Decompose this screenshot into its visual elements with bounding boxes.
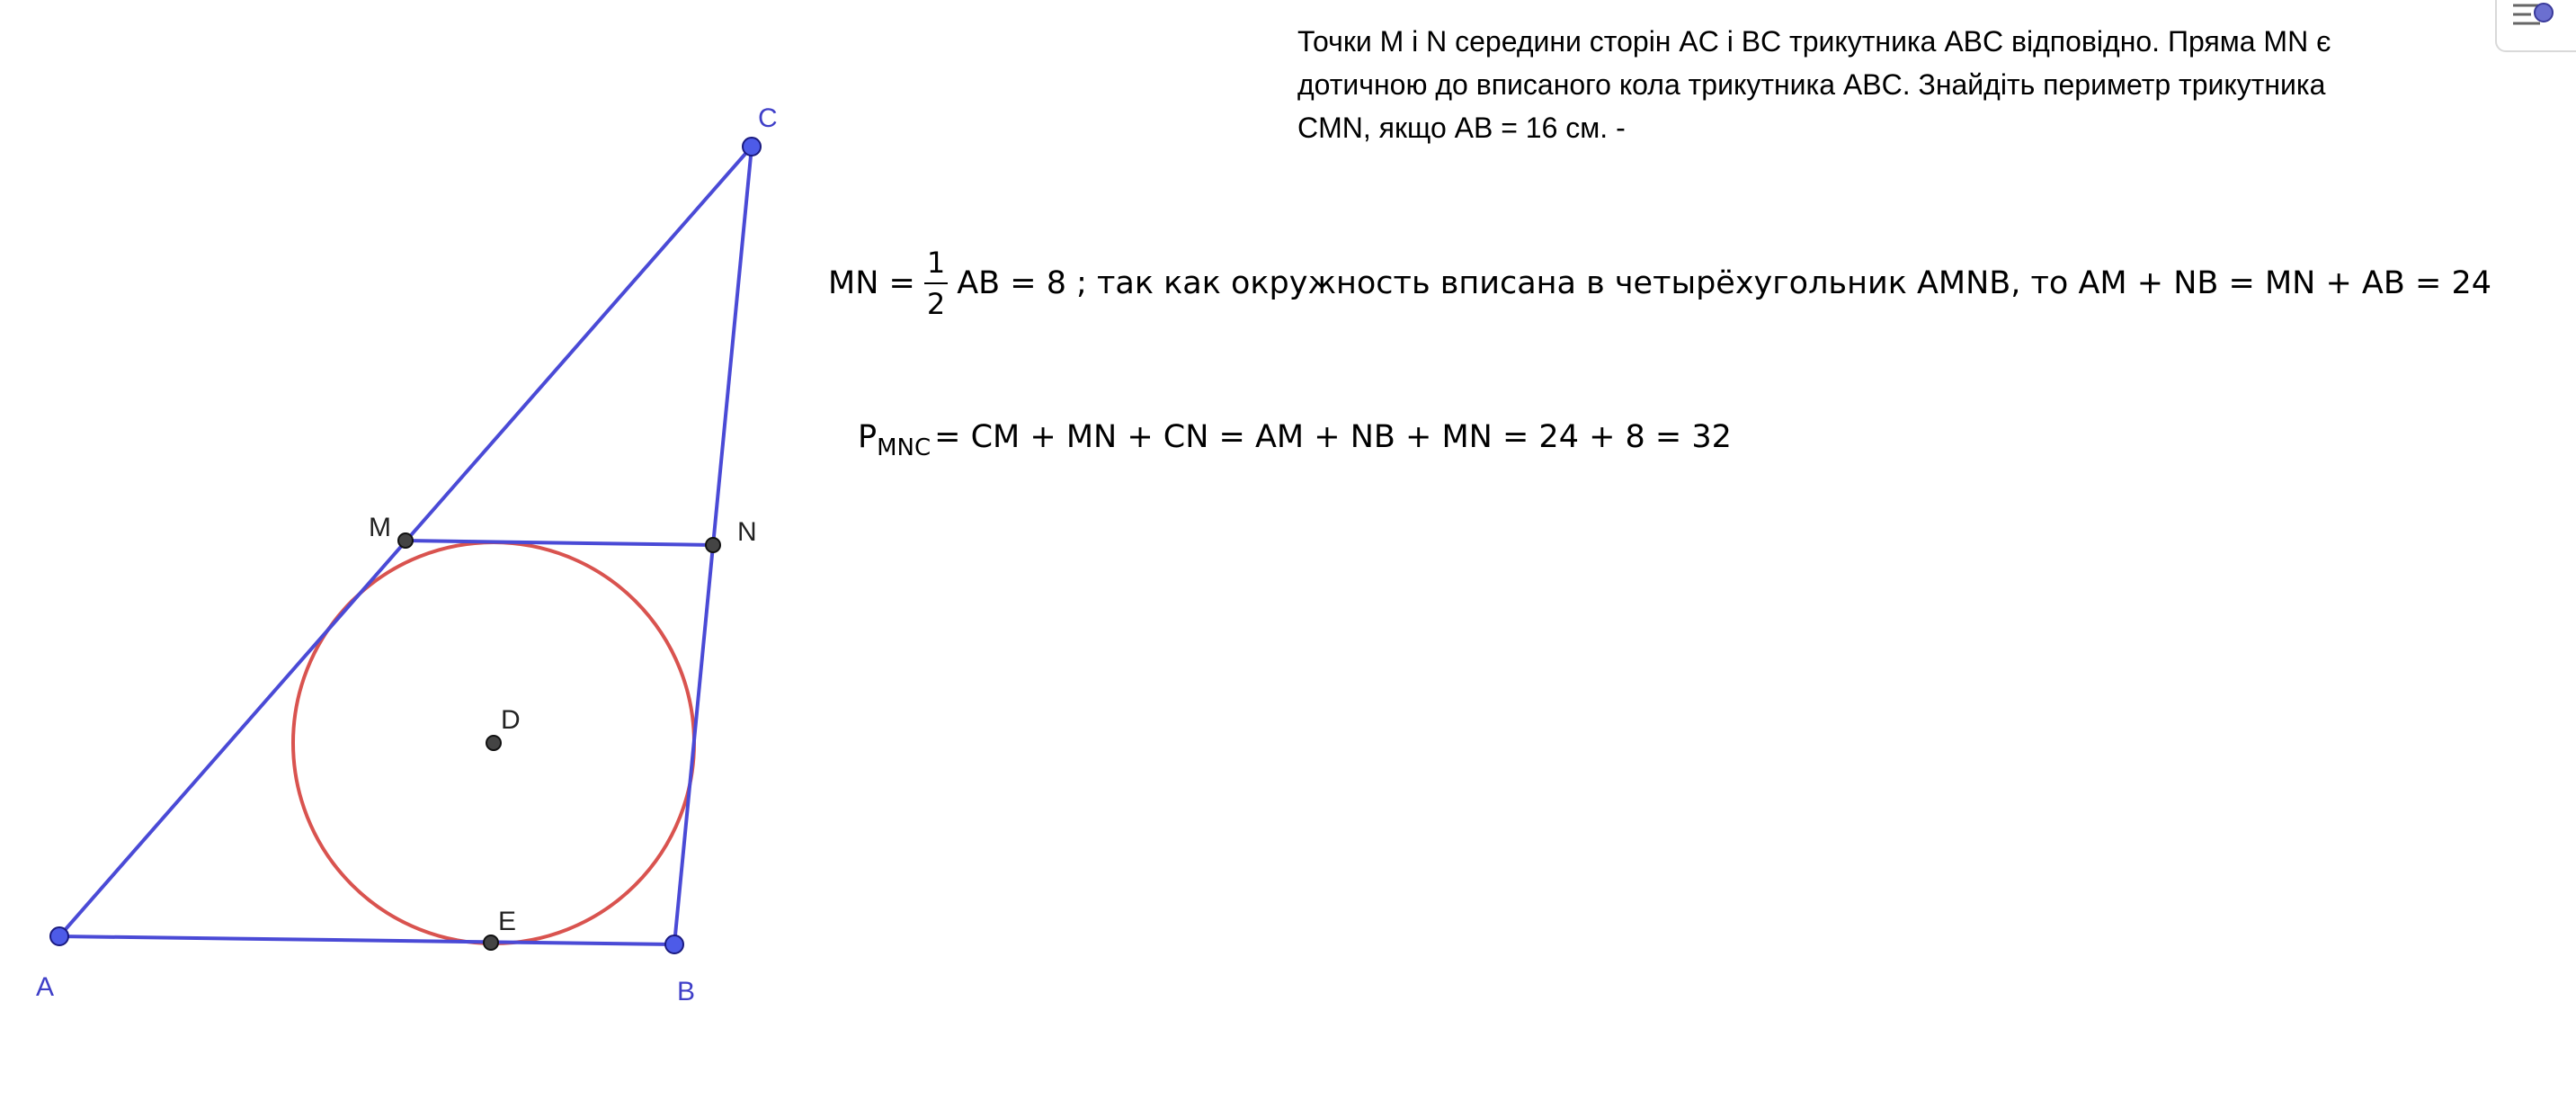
formula-mn[interactable] [828, 243, 2491, 324]
problem-statement [1297, 20, 2466, 149]
label-a: A [36, 972, 55, 1002]
problem-line: дотичною до вписаного кола трикутника ABC. Знайдіть периметр трикутника [1297, 68, 2326, 101]
segment-ab[interactable] [59, 936, 674, 944]
point-n[interactable] [706, 538, 720, 552]
formula-perimeter-rest: = CM + MN + CN = AM + NB + MN = 24 + 8 = 32 [934, 419, 1732, 455]
point-b[interactable] [665, 935, 683, 953]
formula-perimeter[interactable] [858, 412, 1732, 462]
fraction-one-half [924, 246, 948, 320]
point-d[interactable] [486, 736, 501, 750]
problem-line: CMN, якщо AB = 16 см. - [1297, 112, 1626, 144]
style-bar-toggle-icon [2509, 0, 2563, 36]
point-c[interactable] [743, 138, 761, 156]
formula-mn-lhs: MN = [828, 265, 915, 301]
style-bar-toggle-button[interactable] [2495, 0, 2576, 52]
problem-line: Точки M і N середини сторін AC і BC трикутника ABC відповідно. Пряма MN є [1297, 25, 2331, 58]
label-d: D [501, 705, 521, 735]
fraction-denominator: 2 [926, 287, 946, 321]
label-c: C [758, 103, 778, 133]
label-n: N [737, 517, 757, 547]
label-m: M [369, 513, 391, 542]
fraction-numerator: 1 [924, 246, 948, 284]
label-b: B [677, 977, 696, 1006]
point-m[interactable] [398, 533, 413, 548]
formula-mn-rest: AB = 8 ; так как окружность вписана в четырёхугольник AMNB, то AM + NB = MN + AB = 24 [957, 265, 2491, 301]
label-e: E [498, 907, 517, 936]
point-e[interactable] [484, 935, 498, 950]
perimeter-subscript: MNC [877, 434, 931, 461]
point-a[interactable] [50, 927, 68, 945]
segment-mn[interactable] [406, 541, 713, 545]
perimeter-symbol: P [858, 419, 878, 455]
